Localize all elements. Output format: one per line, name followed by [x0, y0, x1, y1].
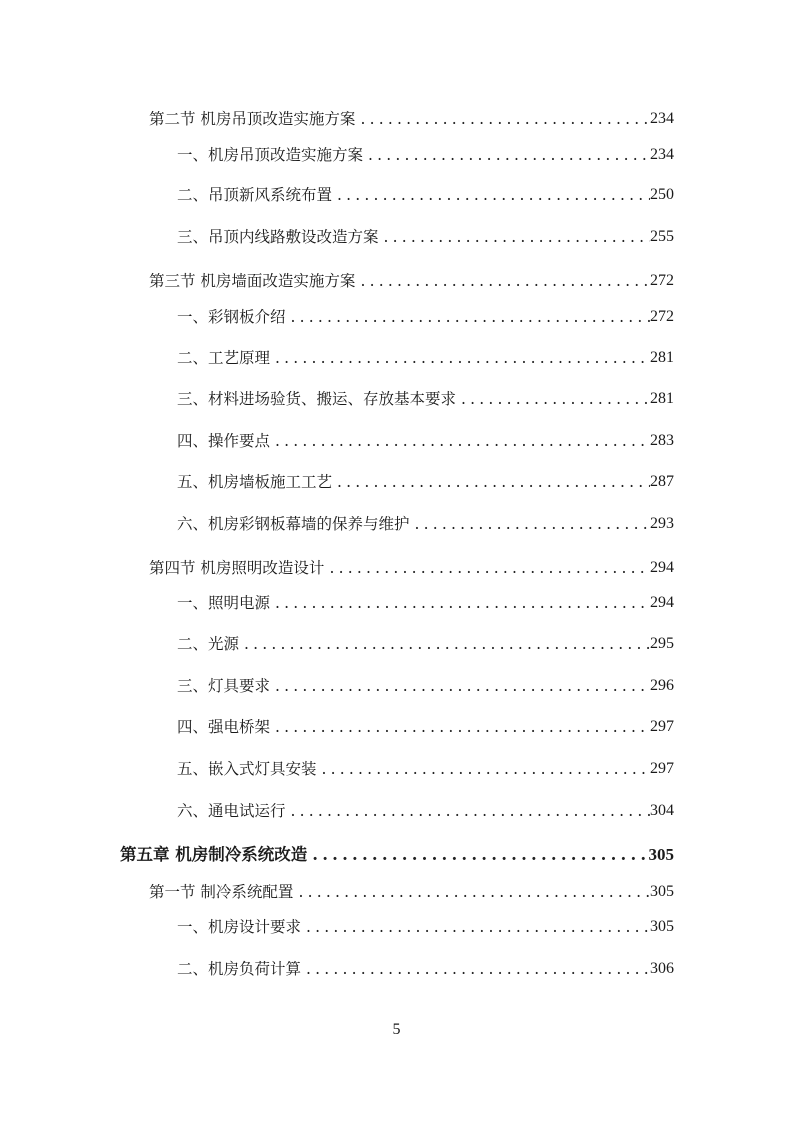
- toc-entry-title: 三、灯具要求: [177, 677, 271, 695]
- toc-entry-page: 293: [650, 515, 674, 532]
- toc-dot-leader: [363, 143, 650, 167]
- toc-entry-title: 第三节 机房墙面改造实施方案: [149, 272, 356, 290]
- toc-entry-title: 五、嵌入式灯具安装: [177, 760, 317, 778]
- toc-dot-leader: [286, 305, 650, 329]
- toc-entry: [177, 799, 674, 823]
- toc-entry: [177, 143, 674, 167]
- toc-entry-page: 304: [650, 802, 674, 819]
- toc-entry: [149, 269, 674, 293]
- toc-entry: [177, 225, 674, 249]
- toc-dot-leader: [301, 915, 650, 939]
- toc-dot-leader: [410, 512, 650, 536]
- toc-entry: [177, 915, 674, 939]
- toc-entry-title: 一、照明电源: [177, 594, 271, 612]
- toc-entry: [177, 632, 674, 656]
- toc-dot-leader: [270, 591, 650, 615]
- toc-entry-page: 250: [650, 186, 674, 203]
- toc-entry: [149, 880, 674, 904]
- toc-dot-leader: [286, 799, 650, 823]
- toc-entry-title: 六、通电试运行: [177, 802, 286, 820]
- page-number: 5: [392, 1021, 401, 1038]
- toc-entry-page: 272: [650, 272, 674, 289]
- toc-entry-title: 六、机房彩钢板幕墙的保养与维护: [177, 515, 410, 533]
- toc-entry: [177, 957, 674, 981]
- toc-entry-page: 305: [648, 845, 674, 864]
- toc-entry-title: 二、吊顶新风系统布置: [177, 186, 333, 204]
- toc-entry: [177, 346, 674, 370]
- toc-dot-leader: [270, 715, 650, 739]
- toc-entry: [177, 429, 674, 453]
- toc-entry: [177, 512, 674, 536]
- toc-entry-page: 305: [650, 918, 674, 935]
- toc-entry: [149, 107, 674, 131]
- toc-entry: [177, 591, 674, 615]
- toc-dot-leader: [293, 880, 650, 904]
- toc-entry-page: 281: [650, 349, 674, 366]
- toc-entry-title: 第五章 机房制冷系统改造: [120, 845, 308, 864]
- toc-entry-page: 296: [650, 677, 674, 694]
- toc-dot-leader: [307, 843, 648, 867]
- toc-entry-page: 305: [650, 883, 674, 900]
- toc-entry-page: 297: [650, 760, 674, 777]
- toc-entry-page: 234: [650, 110, 674, 127]
- toc-entry: [177, 674, 674, 698]
- toc-dot-leader: [270, 429, 650, 453]
- toc-entry-title: 二、机房负荷计算: [177, 960, 302, 978]
- toc-entry-page: 255: [650, 228, 674, 245]
- toc-entry-title: 五、机房墙板施工工艺: [177, 473, 333, 491]
- toc-dot-leader: [332, 470, 650, 494]
- toc-dot-leader: [355, 269, 650, 293]
- toc-dot-leader: [379, 225, 650, 249]
- toc-dot-leader: [301, 957, 650, 981]
- toc-entry-page: 283: [650, 432, 674, 449]
- toc-entry: [177, 305, 674, 329]
- toc-dot-leader: [332, 183, 650, 207]
- toc-dot-leader: [270, 674, 650, 698]
- toc-entry-page: 281: [650, 390, 674, 407]
- toc-entry-title: 二、工艺原理: [177, 349, 271, 367]
- toc-entry: [177, 470, 674, 494]
- toc-entry-title: 三、吊顶内线路敷设改造方案: [177, 228, 379, 246]
- toc-dot-leader: [270, 346, 650, 370]
- toc-entry: [177, 757, 674, 781]
- toc-dot-leader: [355, 107, 650, 131]
- toc-entry-page: 272: [650, 308, 674, 325]
- toc-entry-title: 一、机房设计要求: [177, 918, 302, 936]
- toc-entry-title: 一、彩钢板介绍: [177, 308, 286, 326]
- toc-dot-leader: [456, 387, 650, 411]
- toc-entry: [149, 556, 674, 580]
- toc-entry-page: 234: [650, 146, 674, 163]
- toc-dot-leader: [239, 632, 650, 656]
- toc-entry-title: 一、机房吊顶改造实施方案: [177, 146, 364, 164]
- toc-chapter-entry: [120, 843, 674, 867]
- toc-entry-title: 第四节 机房照明改造设计: [149, 559, 325, 577]
- toc-dot-leader: [317, 757, 650, 781]
- toc-entry-page: 294: [650, 594, 674, 611]
- toc-entry-title: 二、光源: [177, 635, 240, 653]
- toc-entry: [177, 183, 674, 207]
- toc-entry-title: 第二节 机房吊顶改造实施方案: [149, 110, 356, 128]
- toc-entry-page: 306: [650, 960, 674, 977]
- toc-entry-page: 295: [650, 635, 674, 652]
- toc-entry: [177, 715, 674, 739]
- toc-entry-title: 第一节 制冷系统配置: [149, 883, 294, 901]
- toc-dot-leader: [324, 556, 650, 580]
- toc-entry-page: 294: [650, 559, 674, 576]
- toc-entry-page: 287: [650, 473, 674, 490]
- toc-entry: [177, 387, 674, 411]
- toc-entry-page: 297: [650, 718, 674, 735]
- toc-entry-title: 四、操作要点: [177, 432, 271, 450]
- toc-entry-title: 四、强电桥架: [177, 718, 271, 736]
- toc-entry-title: 三、材料进场验货、搬运、存放基本要求: [177, 390, 457, 408]
